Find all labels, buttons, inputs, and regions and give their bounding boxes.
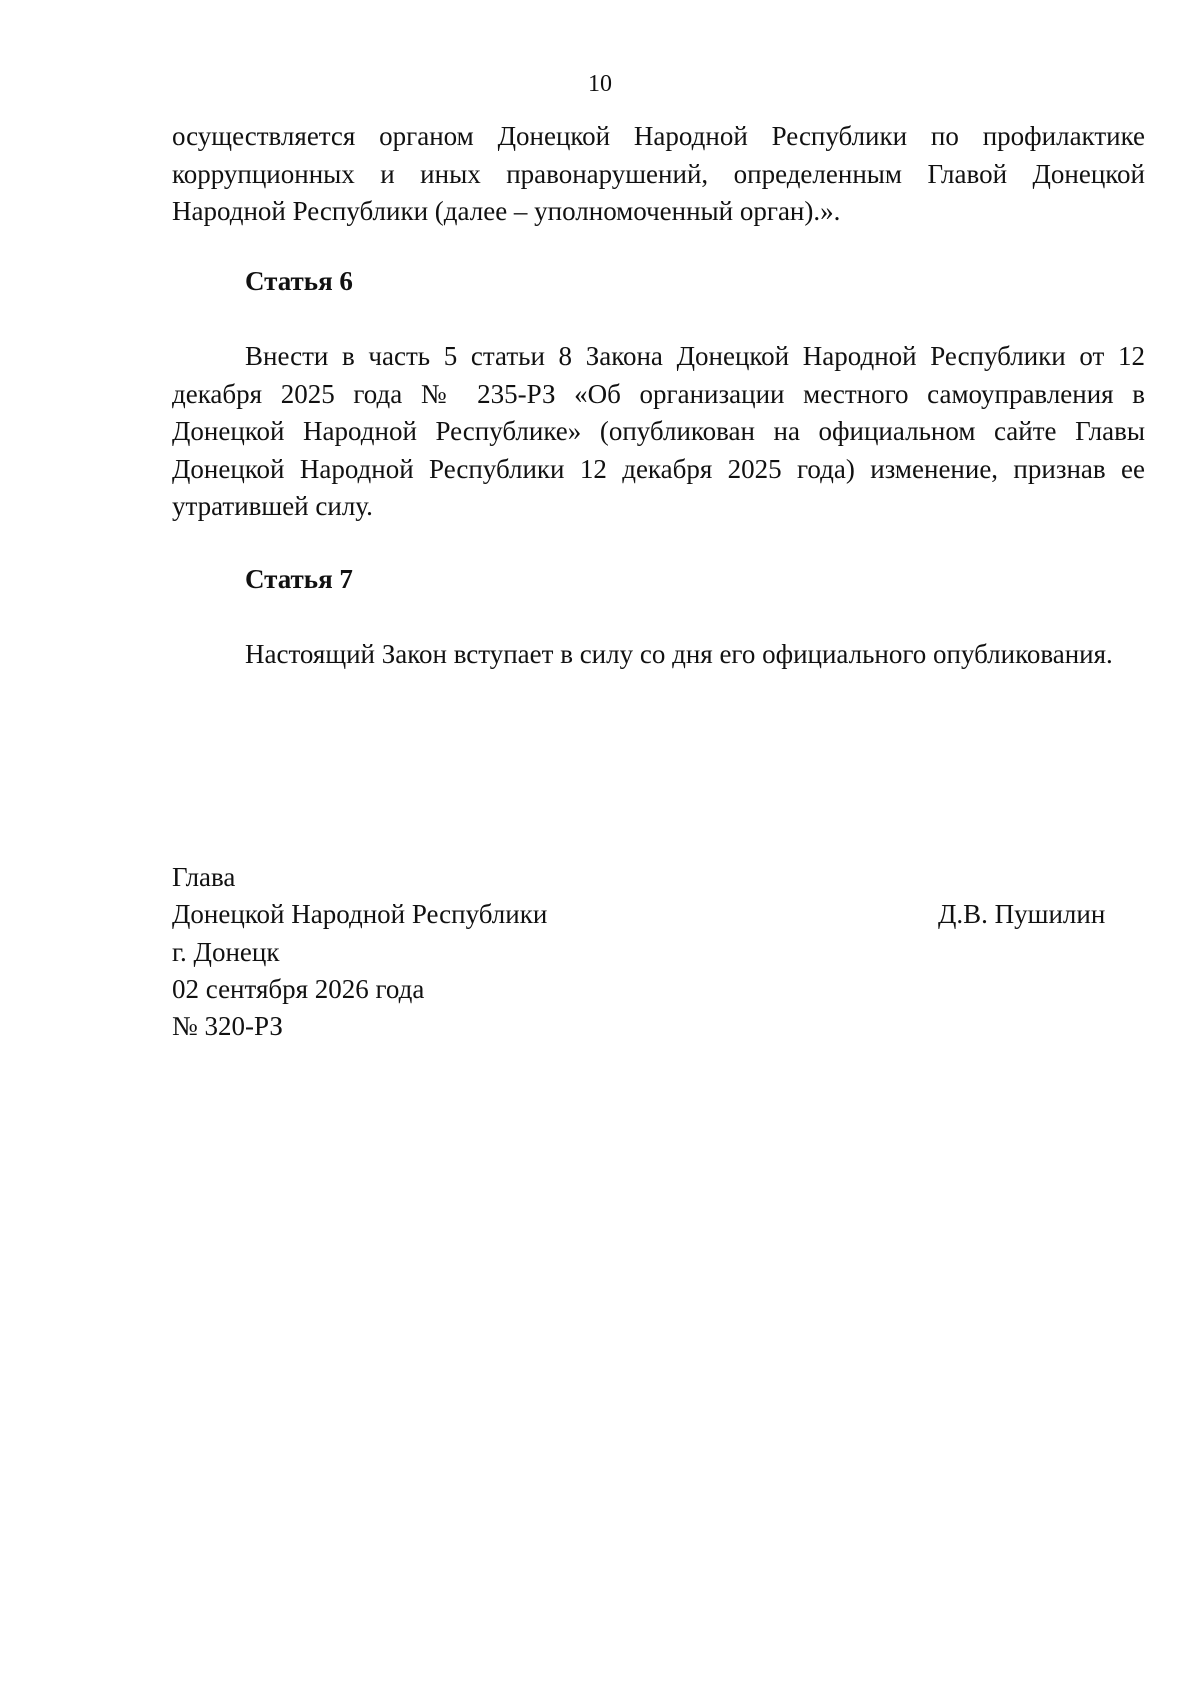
signature-date: 02 сентября 2026 года (172, 974, 425, 1004)
article-7-text: Настоящий Закон вступает в силу со дня его официального опубликования. (245, 639, 1113, 669)
signer-name: Д.В. Пушилин (938, 899, 1106, 929)
article-6-heading: Статья 6 (245, 266, 353, 296)
signature-title-line-1: Глава (172, 862, 236, 892)
signature-city: г. Донецк (172, 937, 280, 967)
article-7-heading: Статья 7 (245, 564, 353, 594)
law-number: № 320-РЗ (172, 1011, 283, 1041)
page-number: 10 (588, 71, 612, 97)
signature-title-line-2: Донецкой Народной Республики (172, 899, 548, 929)
intro-paragraph: осуществляется органом Донецкой Народной Республики по профилактике коррупционных и иных правонарушений, определенным Главой Донецкой Народной Республики (далее – уполномоченный орган).». (172, 121, 1145, 226)
article-6-text: Внести в часть 5 статьи 8 Закона Донецкой Народной Республики от 12 декабря 2025 года № 235-РЗ «Об организации местного самоуправления в Донецкой Народной Республике» (опубликован на официальном сайте Главы Донецкой Народной Республики 12 декабря 2025 года) изменение, признав ее утратившей силу. (172, 341, 1145, 521)
